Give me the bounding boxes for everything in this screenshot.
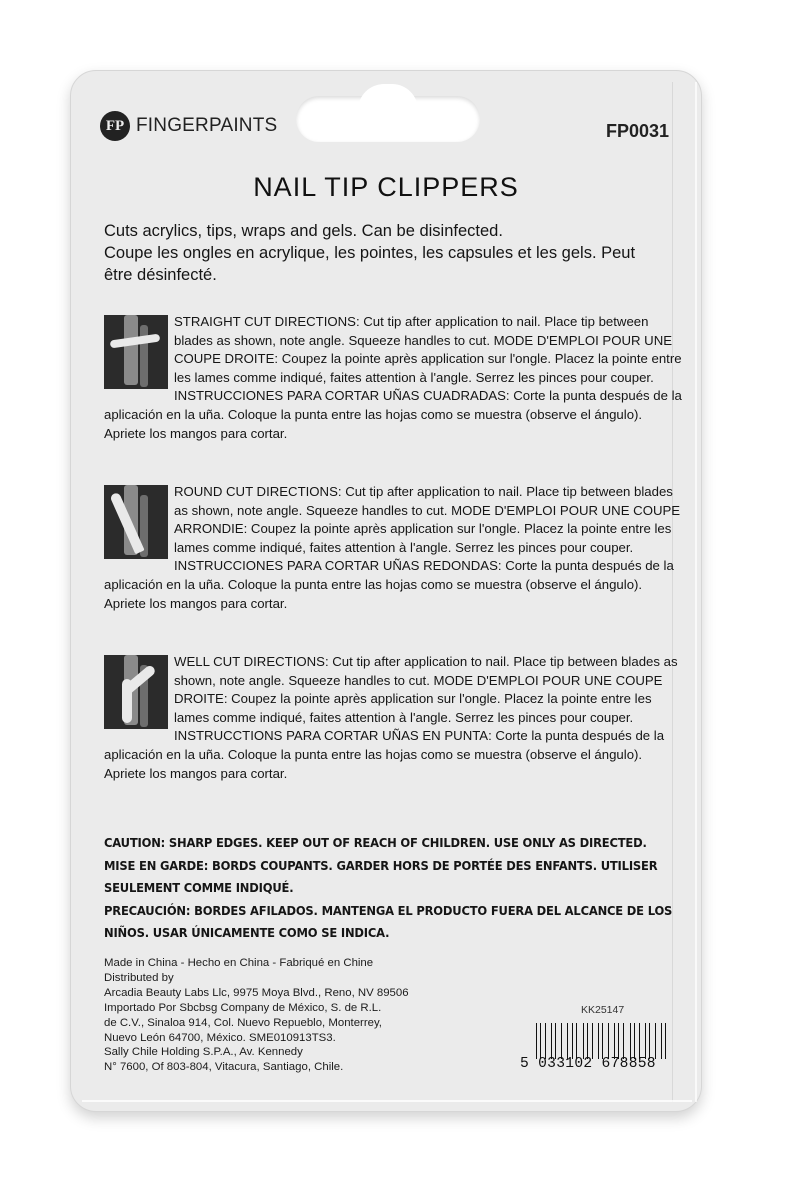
- brand-logo: [100, 111, 277, 141]
- made-in-line: de C.V., Sinaloa 914, Col. Nuevo Repueblo, Monterrey,: [104, 1016, 382, 1029]
- directions-text: WELL CUT DIRECTIONS: Cut tip after application to nail. Place tip between blades as shown, note angle. Squeeze handles to cut. MODE D'EMPLOI POUR UNE COUPE DROITE: Coupez la pointe après application sur l'ongle. Placez la pointe entre les lames comme indiqué, faites attention à l'angle. Serrez les pinces pour couper. INSTRUCCTIONS PARA CORTAR UÑAS EN PUNTA: Corte la punta después de la aplicación en la uña. Coloque la punta entre las hojas como se muestra (observe el ángulo). Apriete los mangos para cortar.: [104, 654, 678, 781]
- barcode: [520, 1023, 670, 1077]
- brand-name: FINGERPAINTS: [136, 115, 278, 136]
- made-in-line: Importado Por Sbcbsg Company de México, S. de R.L.: [104, 1001, 382, 1014]
- made-in-line: Arcadia Beauty Labs Llc, 9975 Moya Blvd., Reno, NV 89506: [104, 986, 409, 999]
- made-in-line: Distributed by: [104, 971, 174, 984]
- caution-line: CAUTION: SHARP EDGES. KEEP OUT OF REACH OF CHILDREN. USE ONLY AS DIRECTED.: [104, 835, 647, 850]
- intro-text: [104, 220, 674, 286]
- lot-code: KK25147: [581, 1004, 625, 1016]
- intro-line: Coupe les ongles en acrylique, les pointes, les capsules et les gels. Peut: [104, 244, 636, 262]
- made-in-line: Made in China - Hecho en China - Fabriqué en Chine: [104, 957, 374, 969]
- distribution-info: [104, 956, 444, 1075]
- fingerpaints-logo-icon: FP: [100, 111, 130, 141]
- caution-line: NIÑOS. USAR ÚNICAMENTE COMO SE INDICA.: [104, 925, 390, 941]
- made-in-line: Nuevo León 64700, México. SME010913TS3.: [104, 1031, 336, 1044]
- straight-cut-directions: [104, 313, 684, 443]
- blister-edge-bottom: [82, 1090, 692, 1102]
- intro-line: être désinfecté.: [104, 266, 217, 284]
- product-code: FP0031: [605, 121, 669, 141]
- hang-hole: [296, 96, 480, 142]
- directions-text: STRAIGHT CUT DIRECTIONS: Cut tip after application to nail. Place tip between blades as shown, note angle. Squeeze handles to cut. MODE D'EMPLOI POUR UNE COUPE DROITE: Coupez la pointe après application sur l'ongle. Placez la pointe entre les lames comme indiqué, faites attention à l'angle. Serrez les pinces pour couper. INSTRUCCIONES PARA CORTAR UÑAS CUADRADAS: Corte la punta después de la aplicación en la uña. Coloque la punta entre las hojas como se muestra (observe el ángulo). Apriete los mangos para cortar.: [104, 314, 682, 441]
- intro-line: Cuts acrylics, tips, wraps and gels. Can be disinfected.: [104, 222, 503, 240]
- caution-line: MISE EN GARDE: BORDS COUPANTS. GARDER HORS DE PORTÉE DES ENFANTS. UTILISER: [104, 857, 658, 873]
- caution-line: SEULEMENT COMME INDIQUÉ.: [104, 880, 294, 896]
- well-cut-directions: [104, 653, 684, 783]
- caution-line: PRECAUCIÓN: BORDES AFILADOS. MANTENGA EL PRODUCTO FUERA DEL ALCANCE DE LOS: [104, 902, 673, 918]
- round-cut-directions: [104, 483, 684, 613]
- made-in-line: Sally Chile Holding S.P.A., Av. Kennedy: [104, 1046, 303, 1059]
- round-cut-photo: [104, 485, 168, 559]
- straight-cut-photo: [104, 315, 168, 389]
- caution-warning: [104, 832, 673, 945]
- barcode-number: 5 033102 678858: [520, 1056, 656, 1072]
- directions-text: ROUND CUT DIRECTIONS: Cut tip after application to nail. Place tip between blades as shown, note angle. Squeeze handles to cut. MODE D'EMPLOI POUR UNE COUPE ARRONDIE: Coupez la pointe après application sur l'ongle. Placez la pointe entre les lames comme indiqué, faites attention à l'angle. Serrez les pinces pour couper. INSTRUCCIONES PARA CORTAR UÑAS REDONDAS: Corte la punta después de la aplicación en la uña. Coloque la punta entre las hojas como se muestra (observe el ángulo). Apriete los mangos para cortar.: [104, 484, 681, 611]
- product-title: NAIL TIP CLIPPERS: [253, 172, 519, 202]
- barcode-bars: [536, 1023, 670, 1059]
- well-cut-photo: [104, 655, 168, 729]
- made-in-line: N° 7600, Of 803-804, Vitacura, Santiago, Chile.: [104, 1061, 344, 1074]
